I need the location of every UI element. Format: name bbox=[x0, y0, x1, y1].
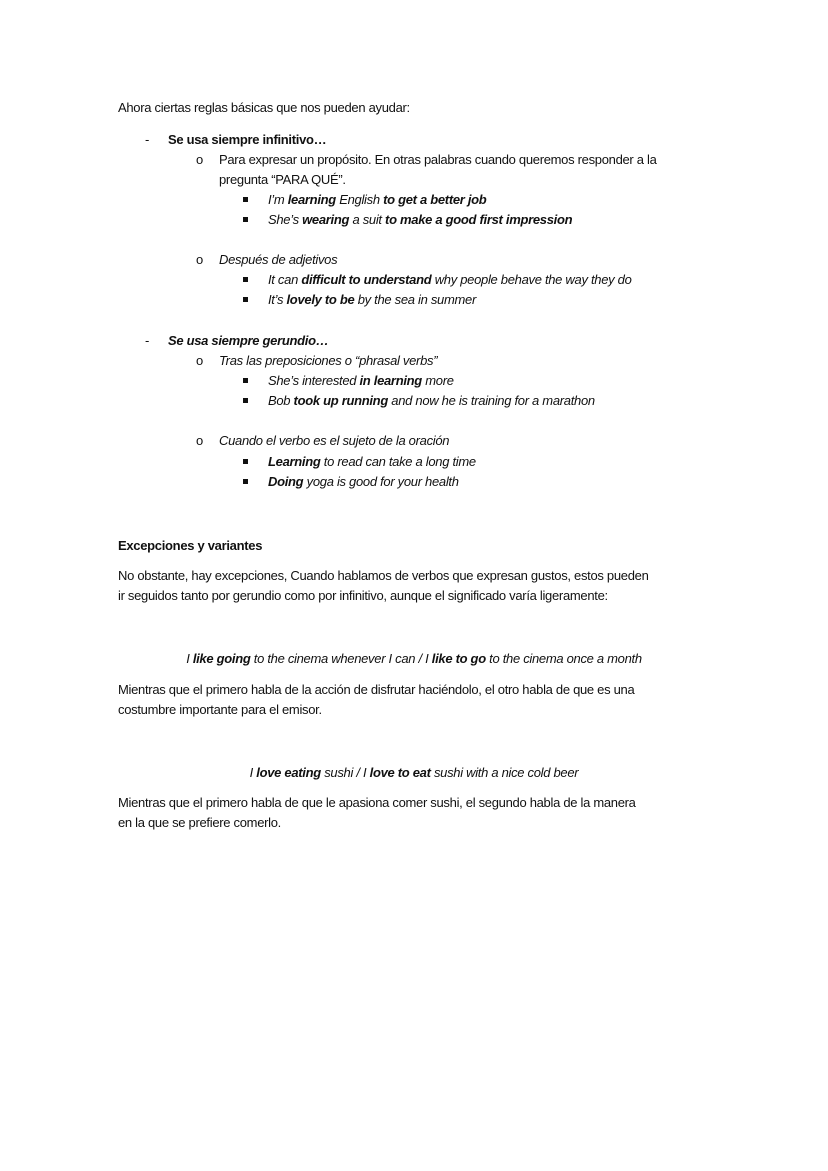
example-line bbox=[268, 453, 476, 471]
purpose-line2: pregunta “PARA QUÉ”. bbox=[219, 172, 346, 187]
example-line bbox=[268, 191, 486, 209]
emphasis: to get a better job bbox=[383, 192, 487, 207]
text: It can bbox=[268, 272, 302, 287]
emphasis: to make a good first impression bbox=[385, 212, 573, 227]
emphasis: in learning bbox=[359, 373, 422, 388]
emphasis: like to go bbox=[431, 651, 486, 666]
text: I bbox=[249, 765, 257, 780]
emphasis: Doing bbox=[268, 474, 304, 489]
text: She’s interested bbox=[268, 373, 360, 388]
exceptions-heading: Excepciones y variantes bbox=[118, 538, 263, 553]
adjectives-title: Después de adjetivos bbox=[219, 252, 338, 267]
emphasis: lovely to be bbox=[286, 292, 355, 307]
text: and now he is training for a marathon bbox=[387, 393, 595, 408]
text: to the cinema once a month bbox=[485, 651, 642, 666]
dash-marker: - bbox=[145, 132, 150, 147]
square-bullet-icon bbox=[243, 459, 248, 464]
example-line bbox=[268, 271, 632, 289]
dash-marker: - bbox=[145, 333, 150, 348]
emphasis: like going bbox=[192, 651, 251, 666]
text: by the sea in summer bbox=[354, 292, 477, 307]
square-bullet-icon bbox=[243, 217, 248, 222]
text: more bbox=[421, 373, 454, 388]
example-line bbox=[268, 392, 595, 410]
infinitive-title: Se usa siempre infinitivo… bbox=[168, 132, 327, 147]
emphasis: love eating bbox=[256, 765, 321, 780]
emphasis: wearing bbox=[302, 212, 350, 227]
paragraph-line: Mientras que el primero habla de la acción de disfrutar haciéndolo, el otro habla de que es una bbox=[118, 682, 635, 697]
square-bullet-icon bbox=[243, 378, 248, 383]
text: Bob bbox=[268, 393, 294, 408]
emphasis: difficult to understand bbox=[301, 272, 432, 287]
example-line bbox=[268, 291, 476, 309]
text: sushi / I bbox=[320, 765, 370, 780]
text: to the cinema whenever I can / I bbox=[250, 651, 432, 666]
square-bullet-icon bbox=[243, 479, 248, 484]
square-bullet-icon bbox=[243, 297, 248, 302]
paragraph-line: No obstante, hay excepciones, Cuando hablamos de verbos que expresan gustos, estos pueden bbox=[118, 568, 649, 583]
text: sushi with a nice cold beer bbox=[430, 765, 579, 780]
paragraph-line: ir seguidos tanto por gerundio como por infinitivo, aunque el significado varía ligeramente: bbox=[118, 588, 608, 603]
example-line bbox=[268, 372, 454, 390]
emphasis: learning bbox=[287, 192, 336, 207]
emphasis: took up running bbox=[293, 393, 388, 408]
intro-text: Ahora ciertas reglas básicas que nos pueden ayudar: bbox=[118, 100, 410, 115]
paragraph-line: costumbre importante para el emisor. bbox=[118, 702, 322, 717]
emphasis: love to eat bbox=[369, 765, 431, 780]
square-bullet-icon bbox=[243, 277, 248, 282]
text: a suit bbox=[349, 212, 386, 227]
paragraph-line: en la que se prefiere comerlo. bbox=[118, 815, 281, 830]
text: I’m bbox=[268, 192, 288, 207]
text: to read can take a long time bbox=[320, 454, 476, 469]
text: I bbox=[186, 651, 193, 666]
text: why people behave the way they do bbox=[431, 272, 632, 287]
paragraph-line: Mientras que el primero habla de que le apasiona comer sushi, el segundo habla de la manera bbox=[118, 795, 636, 810]
circle-marker: o bbox=[196, 152, 203, 167]
text: It’s bbox=[268, 292, 287, 307]
square-bullet-icon bbox=[243, 197, 248, 202]
example-line bbox=[268, 211, 572, 229]
example-line bbox=[268, 473, 459, 491]
prepositions-title: Tras las preposiciones o “phrasal verbs” bbox=[219, 353, 438, 368]
circle-marker: o bbox=[196, 252, 203, 267]
example-sentence bbox=[0, 764, 828, 782]
gerund-title: Se usa siempre gerundio… bbox=[168, 333, 329, 348]
emphasis: Learning bbox=[268, 454, 321, 469]
text: yoga is good for your health bbox=[303, 474, 459, 489]
circle-marker: o bbox=[196, 433, 203, 448]
square-bullet-icon bbox=[243, 398, 248, 403]
text: She’s bbox=[268, 212, 303, 227]
circle-marker: o bbox=[196, 353, 203, 368]
text: English bbox=[335, 192, 384, 207]
example-sentence bbox=[0, 650, 828, 668]
purpose-line1: Para expresar un propósito. En otras palabras cuando queremos responder a la bbox=[219, 152, 657, 167]
subject-title: Cuando el verbo es el sujeto de la oración bbox=[219, 433, 450, 448]
